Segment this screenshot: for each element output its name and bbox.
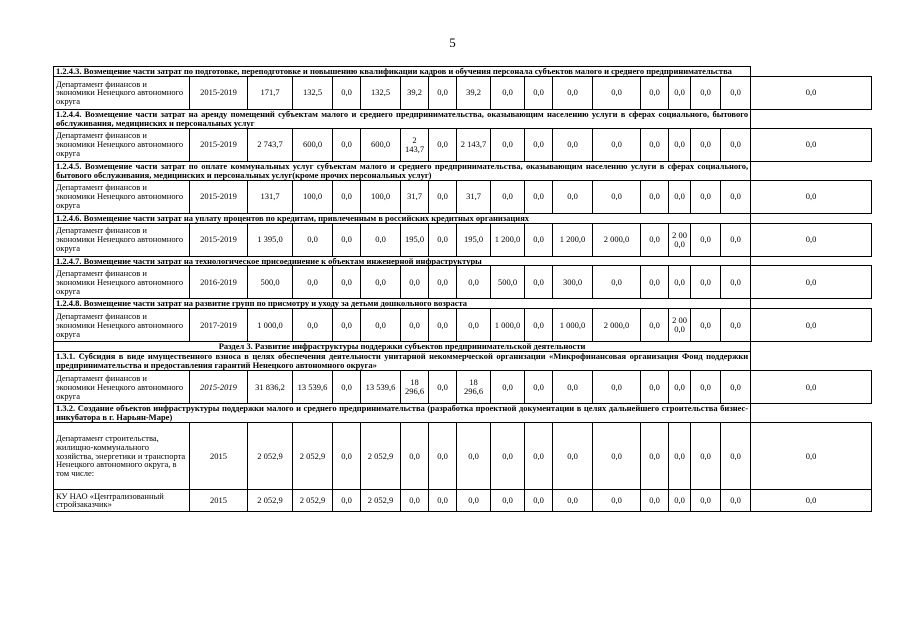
value-cell: 195,0 — [457, 223, 491, 256]
item-header-row — [54, 213, 872, 223]
value-cell: 0,0 — [525, 76, 553, 109]
value-cell: 500,0 — [491, 266, 525, 299]
table-row — [54, 180, 872, 213]
item-header-row — [54, 404, 872, 423]
value-cell: 18 296,6 — [457, 371, 491, 404]
value-cell: 0,0 — [429, 76, 457, 109]
item-header-row — [54, 299, 872, 309]
executor-cell: Департамент финансов и экономики Ненецкого автономного округа — [54, 76, 190, 109]
value-cell: 39,2 — [401, 76, 429, 109]
budget-table — [53, 66, 872, 512]
period-cell: 2015-2019 — [190, 128, 248, 161]
value-cell: 171,7 — [248, 76, 293, 109]
table-row — [54, 223, 872, 256]
executor-cell: Департамент финансов и экономики Ненецкого автономного округа — [54, 266, 190, 299]
value-cell: 0,0 — [691, 180, 721, 213]
value-cell: 0,0 — [593, 180, 641, 213]
executor-cell: Департамент финансов и экономики Ненецкого автономного округа — [54, 223, 190, 256]
value-cell: 0,0 — [721, 223, 751, 256]
value-cell: 0,0 — [525, 223, 553, 256]
value-cell: 0,0 — [491, 180, 525, 213]
item-header-text: 1.3.2. Создание объектов инфраструктуры поддержки малого и среднего предпринимательства (разработка проектной документации в целях дальнейшего строительства бизнес-инкубатора в г. Нарьян-Маре) — [54, 404, 751, 423]
value-cell: 2 143,7 — [401, 128, 429, 161]
item-header-row — [54, 352, 872, 371]
value-cell: 0,0 — [691, 76, 721, 109]
value-cell: 0,0 — [333, 180, 361, 213]
item-header-text: 1.3.1. Субсидия в виде имущественного взноса в целях обеспечения деятельности унитарной некоммерческой организации «Микрофинансовая организация Фонд поддержки предпринимательства и предоставления гарантий Ненецкого автономного округа» — [54, 352, 751, 371]
value-cell: 0,0 — [641, 371, 669, 404]
table-row — [54, 422, 872, 489]
item-header-row — [54, 161, 872, 180]
executor-cell: Департамент финансов и экономики Ненецкого автономного округа — [54, 180, 190, 213]
value-cell: 0,0 — [751, 489, 872, 511]
value-cell: 0,0 — [491, 76, 525, 109]
value-cell: 0,0 — [293, 223, 333, 256]
value-cell: 0,0 — [669, 180, 691, 213]
value-cell: 0,0 — [361, 309, 401, 342]
value-cell: 0,0 — [691, 266, 721, 299]
value-cell: 2 000,0 — [593, 309, 641, 342]
item-header-row — [54, 67, 872, 77]
value-cell: 0,0 — [669, 422, 691, 489]
value-cell: 0,0 — [669, 489, 691, 511]
value-cell: 0,0 — [333, 489, 361, 511]
executor-cell: Департамент строительства, жилищно-коммунального хозяйства, энергетики и транспорта Ненецкого автономного округа, в том числе: — [54, 422, 190, 489]
value-cell: 0,0 — [593, 266, 641, 299]
value-cell: 0,0 — [691, 309, 721, 342]
value-cell: 100,0 — [293, 180, 333, 213]
executor-cell: Департамент финансов и экономики Ненецкого автономного округа — [54, 309, 190, 342]
value-cell: 0,0 — [333, 128, 361, 161]
value-cell: 0,0 — [691, 422, 721, 489]
value-cell: 1 395,0 — [248, 223, 293, 256]
value-cell: 0,0 — [669, 266, 691, 299]
value-cell: 0,0 — [491, 371, 525, 404]
value-cell: 0,0 — [641, 180, 669, 213]
value-cell: 0,0 — [641, 422, 669, 489]
value-cell: 0,0 — [457, 266, 491, 299]
value-cell: 0,0 — [691, 223, 721, 256]
period-cell: 2015-2019 — [190, 76, 248, 109]
value-cell: 0,0 — [721, 76, 751, 109]
value-cell: 2 052,9 — [293, 489, 333, 511]
value-cell: 1 000,0 — [248, 309, 293, 342]
value-cell: 2 000,0 — [593, 223, 641, 256]
executor-cell: Департамент финансов и экономики Ненецкого автономного округа — [54, 128, 190, 161]
period-cell: 2016-2019 — [190, 266, 248, 299]
value-cell: 600,0 — [293, 128, 333, 161]
table-row — [54, 128, 872, 161]
value-cell: 0,0 — [721, 266, 751, 299]
value-cell: 0,0 — [641, 266, 669, 299]
value-cell: 1 200,0 — [553, 223, 593, 256]
value-cell: 0,0 — [491, 489, 525, 511]
value-cell: 0,0 — [333, 266, 361, 299]
table-row — [54, 76, 872, 109]
value-cell: 0,0 — [721, 128, 751, 161]
value-cell: 0,0 — [553, 76, 593, 109]
value-cell: 0,0 — [751, 371, 872, 404]
value-cell: 500,0 — [248, 266, 293, 299]
item-header-text: 1.2.4.3. Возмещение части затрат по подготовке, переподготовке и повышению квалификации кадров и обучения персонала субъектов малого и среднего предпринимательства — [54, 67, 751, 77]
value-cell: 2 052,9 — [293, 422, 333, 489]
value-cell: 0,0 — [429, 266, 457, 299]
value-cell: 132,5 — [361, 76, 401, 109]
value-cell: 0,0 — [333, 76, 361, 109]
value-cell: 0,0 — [691, 371, 721, 404]
value-cell: 0,0 — [525, 309, 553, 342]
value-cell: 0,0 — [593, 371, 641, 404]
value-cell: 31,7 — [401, 180, 429, 213]
value-cell: 0,0 — [751, 309, 872, 342]
item-header-text: 1.2.4.6. Возмещение части затрат на уплату процентов по кредитам, привлеченным в российских кредитных организациях — [54, 213, 751, 223]
value-cell: 0,0 — [751, 266, 872, 299]
value-cell: 0,0 — [721, 489, 751, 511]
value-cell: 0,0 — [669, 371, 691, 404]
executor-cell: Департамент финансов и экономики Ненецкого автономного округа — [54, 371, 190, 404]
table-row — [54, 489, 872, 511]
value-cell: 0,0 — [721, 180, 751, 213]
value-cell: 0,0 — [691, 128, 721, 161]
value-cell: 13 539,6 — [293, 371, 333, 404]
value-cell: 0,0 — [429, 489, 457, 511]
item-header-text: 1.2.4.5. Возмещение части затрат по оплате коммунальных услуг субъектам малого и среднего предпринимательства, оказывающим населению услуги в сферах социального, бытового обслуживания, медицинских и персональных услуг(кроме прочих персональных услуг) — [54, 161, 751, 180]
value-cell: 0,0 — [429, 128, 457, 161]
period-cell: 2017-2019 — [190, 309, 248, 342]
value-cell: 0,0 — [641, 489, 669, 511]
executor-cell: КУ НАО «Централизованный стройзаказчик» — [54, 489, 190, 511]
value-cell: 18 296,6 — [401, 371, 429, 404]
value-cell: 2 143,7 — [457, 128, 491, 161]
item-header-row — [54, 109, 872, 128]
value-cell: 0,0 — [429, 223, 457, 256]
value-cell: 0,0 — [429, 422, 457, 489]
value-cell: 0,0 — [525, 371, 553, 404]
value-cell: 0,0 — [401, 266, 429, 299]
value-cell: 0,0 — [333, 371, 361, 404]
value-cell: 0,0 — [691, 489, 721, 511]
item-header-text: 1.2.4.8. Возмещение части затрат на развитие групп по присмотру и уходу за детьми дошкольного возраста — [54, 299, 751, 309]
value-cell: 0,0 — [525, 128, 553, 161]
value-cell: 0,0 — [669, 76, 691, 109]
value-cell: 0,0 — [293, 309, 333, 342]
value-cell: 0,0 — [593, 489, 641, 511]
value-cell: 0,0 — [429, 309, 457, 342]
value-cell: 100,0 — [361, 180, 401, 213]
value-cell: 0,0 — [721, 422, 751, 489]
value-cell: 0,0 — [553, 422, 593, 489]
value-cell: 0,0 — [751, 76, 872, 109]
period-cell: 2015-2019 — [190, 223, 248, 256]
value-cell: 0,0 — [333, 422, 361, 489]
item-header-text: 1.2.4.7. Возмещение части затрат на технологическое присоединение к объектам инженерной инфраструктуры — [54, 256, 751, 266]
value-cell: 0,0 — [525, 180, 553, 213]
period-cell: 2015-2019 — [190, 180, 248, 213]
value-cell: 1 000,0 — [553, 309, 593, 342]
item-header-text: 1.2.4.4. Возмещение части затрат на аренду помещений субъектам малого и среднего предпринимательства, оказывающим населению услуги в сферах социального, бытового обслуживания, медицинских и персональных услуг — [54, 109, 751, 128]
value-cell: 0,0 — [751, 180, 872, 213]
table-row — [54, 309, 872, 342]
value-cell: 0,0 — [401, 422, 429, 489]
value-cell: 2 052,9 — [361, 422, 401, 489]
value-cell: 39,2 — [457, 76, 491, 109]
value-cell: 0,0 — [553, 180, 593, 213]
section-row — [54, 342, 872, 352]
value-cell: 0,0 — [525, 489, 553, 511]
value-cell: 600,0 — [361, 128, 401, 161]
value-cell: 0,0 — [401, 309, 429, 342]
value-cell: 131,7 — [248, 180, 293, 213]
value-cell: 0,0 — [751, 223, 872, 256]
value-cell: 0,0 — [641, 128, 669, 161]
value-cell: 0,0 — [333, 223, 361, 256]
value-cell: 0,0 — [751, 128, 872, 161]
value-cell: 2 00 0,0 — [669, 309, 691, 342]
value-cell: 0,0 — [593, 128, 641, 161]
value-cell: 0,0 — [553, 371, 593, 404]
period-cell: 2015 — [190, 422, 248, 489]
value-cell: 0,0 — [457, 309, 491, 342]
table-body — [54, 67, 872, 512]
value-cell: 1 000,0 — [491, 309, 525, 342]
value-cell: 0,0 — [491, 128, 525, 161]
value-cell: 0,0 — [553, 489, 593, 511]
value-cell: 0,0 — [429, 180, 457, 213]
value-cell: 0,0 — [293, 266, 333, 299]
value-cell: 0,0 — [721, 371, 751, 404]
value-cell: 195,0 — [401, 223, 429, 256]
value-cell: 0,0 — [593, 422, 641, 489]
value-cell: 0,0 — [525, 422, 553, 489]
value-cell: 31 836,2 — [248, 371, 293, 404]
value-cell: 0,0 — [641, 76, 669, 109]
value-cell: 0,0 — [361, 223, 401, 256]
value-cell: 0,0 — [721, 309, 751, 342]
value-cell: 0,0 — [457, 422, 491, 489]
item-header-row — [54, 256, 872, 266]
value-cell: 0,0 — [525, 266, 553, 299]
value-cell: 2 743,7 — [248, 128, 293, 161]
table-row — [54, 371, 872, 404]
value-cell: 0,0 — [641, 309, 669, 342]
value-cell: 0,0 — [491, 422, 525, 489]
section-title: Раздел 3. Развитие инфраструктуры поддержки субъектов предпринимательской деятельности — [54, 342, 751, 352]
value-cell: 0,0 — [333, 309, 361, 342]
value-cell: 2 00 0,0 — [669, 223, 691, 256]
page-number: 5 — [449, 35, 456, 50]
value-cell: 0,0 — [401, 489, 429, 511]
value-cell: 13 539,6 — [361, 371, 401, 404]
value-cell: 2 052,9 — [248, 489, 293, 511]
value-cell: 0,0 — [751, 422, 872, 489]
value-cell: 0,0 — [429, 371, 457, 404]
value-cell: 2 052,9 — [248, 422, 293, 489]
value-cell: 0,0 — [641, 223, 669, 256]
value-cell: 0,0 — [457, 489, 491, 511]
value-cell: 300,0 — [553, 266, 593, 299]
value-cell: 0,0 — [593, 76, 641, 109]
value-cell: 0,0 — [553, 128, 593, 161]
period-cell: 2015 — [190, 489, 248, 511]
value-cell: 31,7 — [457, 180, 491, 213]
value-cell: 0,0 — [361, 266, 401, 299]
table-row — [54, 266, 872, 299]
value-cell: 1 200,0 — [491, 223, 525, 256]
value-cell: 132,5 — [293, 76, 333, 109]
value-cell: 0,0 — [669, 128, 691, 161]
value-cell: 2 052,9 — [361, 489, 401, 511]
period-cell: 2015-2019 — [190, 371, 248, 404]
